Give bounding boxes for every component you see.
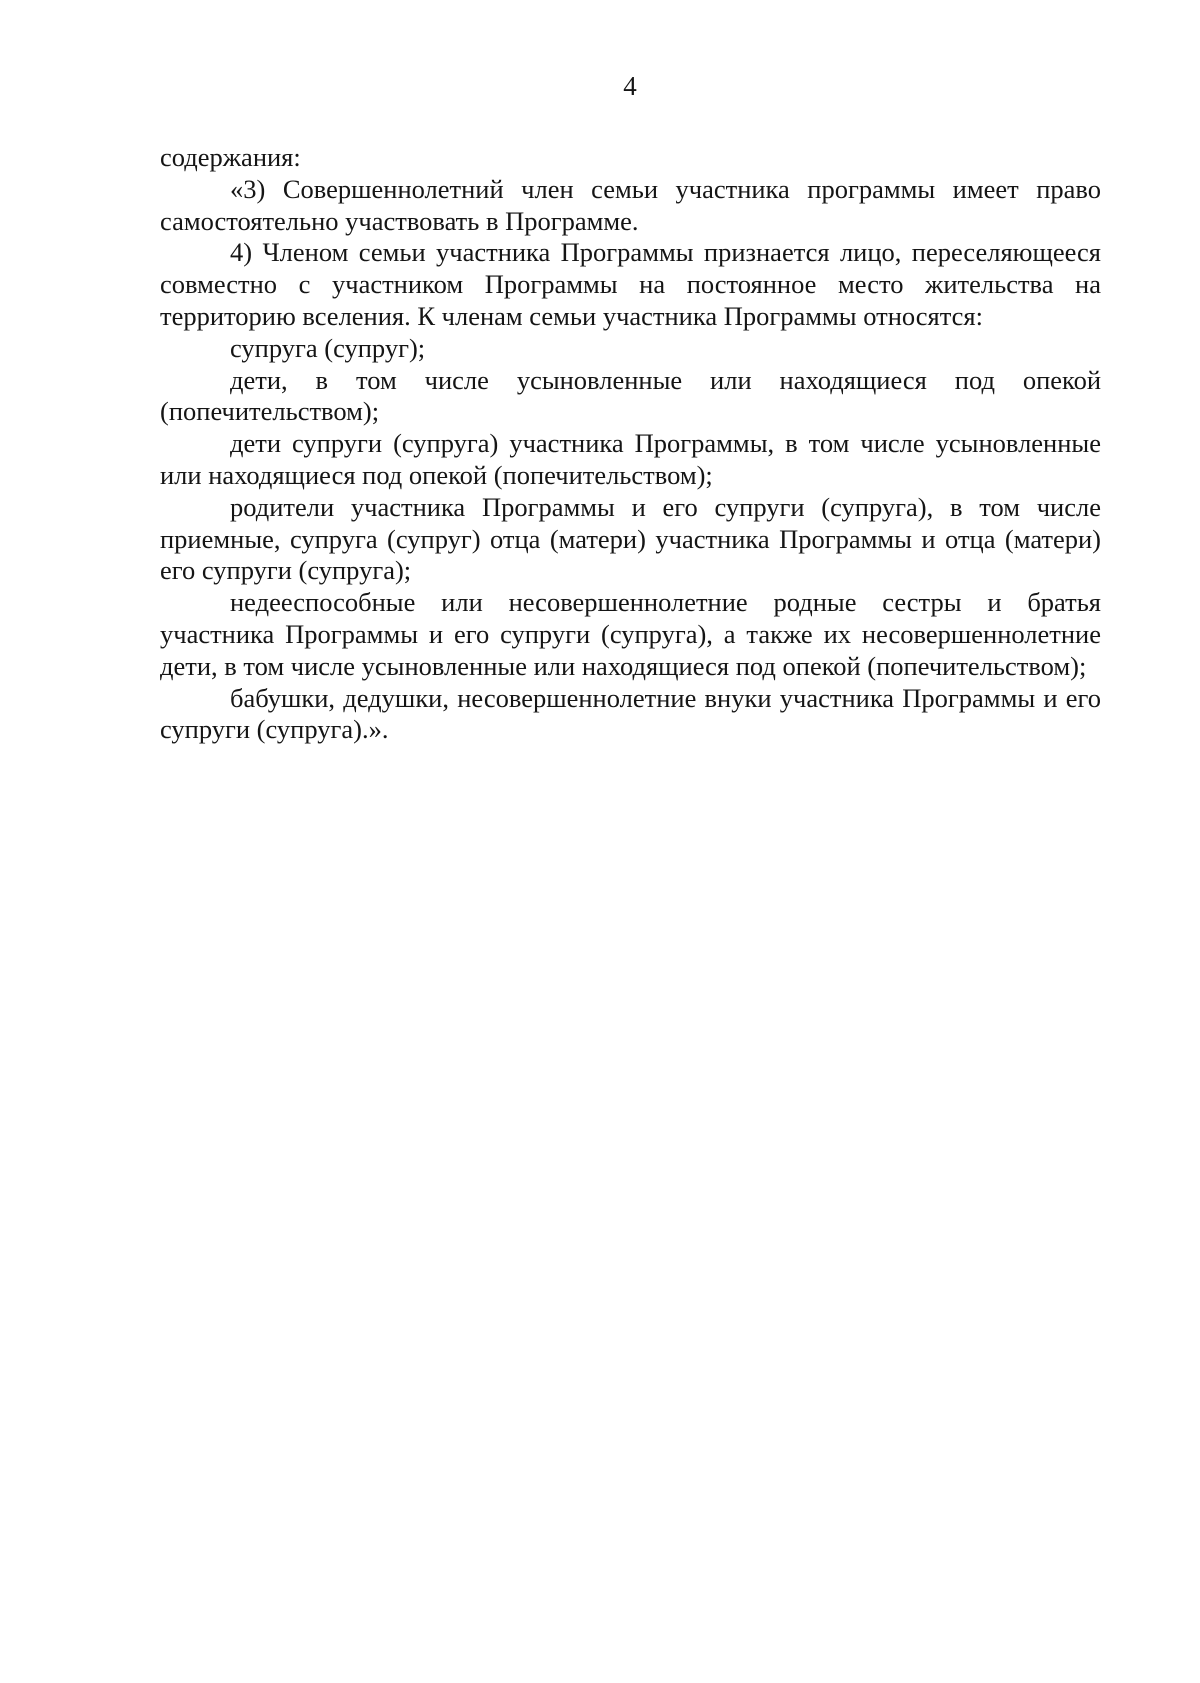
list-item-grandparents: бабушки, дедушки, несовершеннолетние внуки участника Программы и его супруги (супруга).». bbox=[160, 682, 1101, 745]
page-number: 4 bbox=[623, 71, 637, 101]
list-item-spouse: супруга (супруг); bbox=[230, 332, 426, 363]
list-item-parents: родители участника Программы и его супруги (супруга), в том числе приемные, супруга (супруг) отца (матери) участника Программы и отца (матери) его супруги (супруга); bbox=[160, 491, 1101, 586]
list-item-spouse-children: дети супруги (супруга) участника Программы, в том числе усыновленные или находящиеся под опекой (попечительством); bbox=[160, 428, 1101, 490]
paragraph-item-4: 4) Членом семьи участника Программы признается лицо, переселяющееся совместно с участником Программы на постоянное место жительства на территорию вселения. К членам семьи участника Программы относятся: bbox=[160, 237, 1101, 331]
document-body bbox=[160, 142, 1101, 746]
list-item-siblings: недееспособные или несовершеннолетние родные сестры и братья участника Программы и его супруги (супруга), а также их несовершеннолетние дети, в том числе усыновленные или находящиеся под опекой (попечительством); bbox=[160, 587, 1101, 681]
paragraph-item-3: «3) Совершеннолетний член семьи участника программы имеет право самостоятельно участвовать в Программе. bbox=[160, 173, 1101, 236]
paragraph-continuation: содержания: bbox=[160, 142, 301, 172]
list-item-children: дети, в том числе усыновленные или находящиеся под опекой (попечительством); bbox=[160, 364, 1101, 427]
